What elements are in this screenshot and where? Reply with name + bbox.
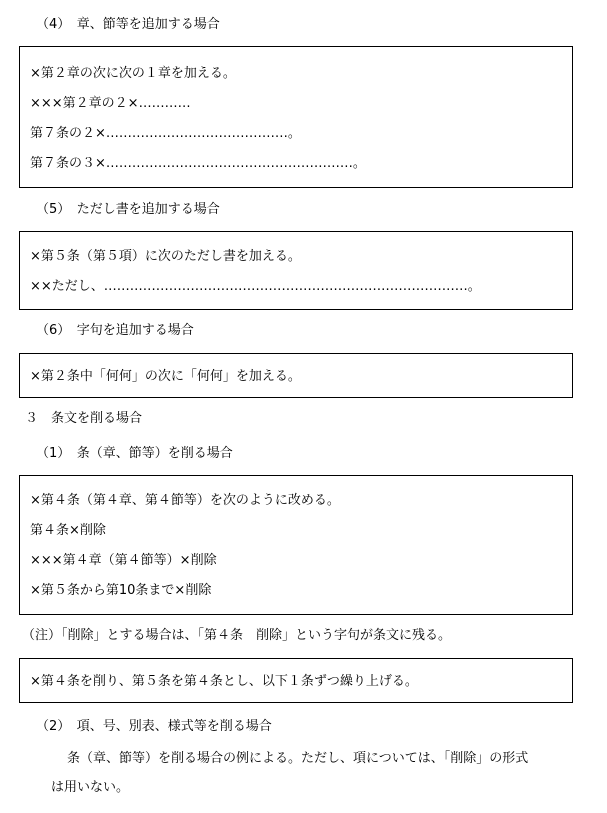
section-5-heading: （5） ただし書を追加する場合: [36, 202, 220, 217]
note-text: （注）「削除」とする場合は、「第４条 削除」という字句が条文に残る。: [22, 628, 452, 643]
delete-2-paragraph-line-2: は用いない。: [51, 780, 130, 795]
section-6-example-line-1: ×第２条中「何何」の次に「何何」を加える。: [30, 369, 301, 384]
delete-1-example-line-4: ×第５条から第10条まで×削除: [30, 583, 212, 598]
section-5-example-line-1: ×第５条（第５項）に次のただし書を加える。: [30, 249, 301, 264]
section-6-heading: （6） 字句を追加する場合: [36, 323, 194, 338]
delete-2-heading: （2） 項、号、別表、様式等を削る場合: [36, 719, 272, 734]
section-6-example-box: [19, 353, 573, 398]
delete-1-example-line-3: ×××第４章（第４節等）×削除: [30, 553, 217, 568]
section-4-example-line-1: ×第２章の次に次の１章を加える。: [30, 66, 236, 81]
delete-1-heading: （1） 条（章、節等）を削る場合: [36, 446, 233, 461]
section-4-example-box: [19, 46, 573, 188]
delete-1-example-line-2: 第４条×削除: [30, 523, 106, 538]
section-4-example-line-4: 第７条の３×…………………………………………………。: [30, 156, 366, 171]
section-4-example-line-3: 第７条の２×……………………………………。: [30, 126, 301, 141]
section-4-heading: （4） 章、節等を追加する場合: [36, 17, 220, 32]
delete-1-example-line-1: ×第４条（第４章、第４節等）を次のように改める。: [30, 493, 340, 508]
section-4-example-line-2: ×××第２章の２×…………: [30, 96, 191, 111]
delete-1-example-box-2: [19, 658, 573, 703]
section-5-example-line-2: ××ただし、…………………………………………………………………………。: [30, 279, 481, 294]
delete-2-paragraph-line-1: 条（章、節等）を削る場合の例による。ただし、項については、「削除」の形式: [67, 751, 529, 766]
section-5-example-box: [19, 231, 573, 310]
delete-1-example-box-2-line-1: ×第４条を削り、第５条を第４条とし、以下１条ずつ繰り上げる。: [30, 674, 418, 689]
main-section-3-heading: ３ 条文を削る場合: [25, 411, 143, 426]
delete-1-example-box: [19, 475, 573, 615]
